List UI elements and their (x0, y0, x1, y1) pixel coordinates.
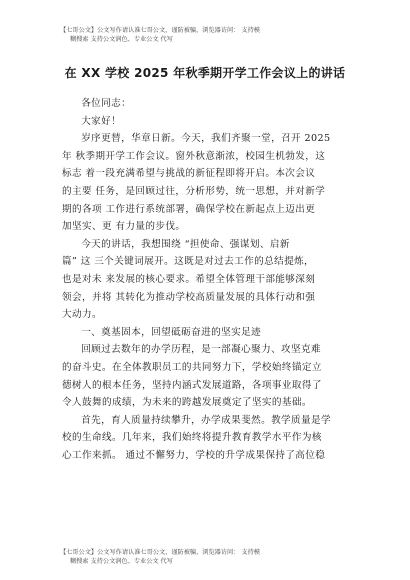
footer-line-2: 糊搜索 支持公文润色、专业公文 代写 (70, 558, 173, 565)
section-heading-1: 一、奠基固本，回望砥砺奋进的坚实足迹 (81, 326, 262, 338)
paragraph-line: 岁序更替，华章日新。今天，我们齐聚一堂，召开 2025 (81, 133, 331, 145)
paragraph-line: 今天的讲话，我想围绕 “担使命、强谋划、启新 (81, 238, 290, 250)
document-body (62, 95, 352, 464)
page-header (60, 26, 360, 44)
paragraph-line: 首先，育人质量持续攀升，办学成果斐然。教学质量是学 (81, 414, 332, 426)
footer-line-1: 【七哥公文】公文写作请认准七哥公文，谨防被骗，浏览器访问： 支持模 (60, 549, 260, 556)
paragraph-line: 加坚实、更 有力量的步伐。 (62, 221, 186, 233)
paragraph-line: 也是对未 来发展的核心要求。希望全体管理干部能够深刻 (62, 273, 316, 285)
greeting: 大家好！ (81, 115, 122, 127)
paragraph-line: 心工作来抓。 通过不懈努力，学校的升学成果保持了高位稳 (62, 449, 326, 461)
paragraph-line: 标志 着一段充满希望与挑战的新征程即将开启。本次会议 (62, 168, 316, 180)
paragraph-line: 的主要 任务，是回顾过往，分析形势，统一思想，并对新学 (62, 185, 326, 197)
paragraph-line: 回顾过去数年的办学历程，是一部凝心聚力、攻坚克难 (81, 344, 322, 356)
paragraph-line: 令人鼓舞的成绩，为未来的跨越发展奠定了坚实的基础。 (62, 397, 312, 409)
paragraph-4 (62, 412, 352, 465)
paragraph-line: 期的各项 工作进行系统部署，确保学校在新起点上迈出更 (62, 203, 316, 215)
salutation: 各位同志： (81, 98, 132, 109)
paragraph-line: 的奋斗史。在全体教职员工的共同努力下，学校始终锚定立 (62, 361, 322, 373)
paragraph-line: 校的生命线。几年来，我们始终将提升教育教学水平作为核 (62, 432, 322, 444)
page-footer (60, 548, 360, 566)
paragraph-line: 德树人的根本任务，坚持内涵式发展道路，各项事业取得了 (62, 379, 322, 391)
paragraph-2 (62, 236, 352, 324)
paragraph-line: 领会，并将 其转化为推动学校高质量发展的具体行动和强 (62, 291, 316, 303)
header-line-1: 【七哥公文】公文写作请认准七哥公文，谨防被骗，浏览器访问： 支持模 (60, 27, 260, 34)
paragraph-line: 大动力。 (62, 309, 102, 321)
paragraph-1 (62, 130, 352, 236)
header-line-2: 糊搜索 支持公文润色、专业公文 代写 (70, 36, 173, 43)
document-title: 在 XX 学校 2025 年秋季期开学工作会议上的讲话 (64, 66, 346, 80)
paragraph-3 (62, 341, 352, 411)
paragraph-line: 篇” 这 三个关键词展开。这既是对过去工作的总结提炼， (62, 256, 315, 268)
paragraph-line: 年 秋季期开学工作会议。窗外秋意渐浓，校园生机勃发，这 (62, 150, 326, 162)
